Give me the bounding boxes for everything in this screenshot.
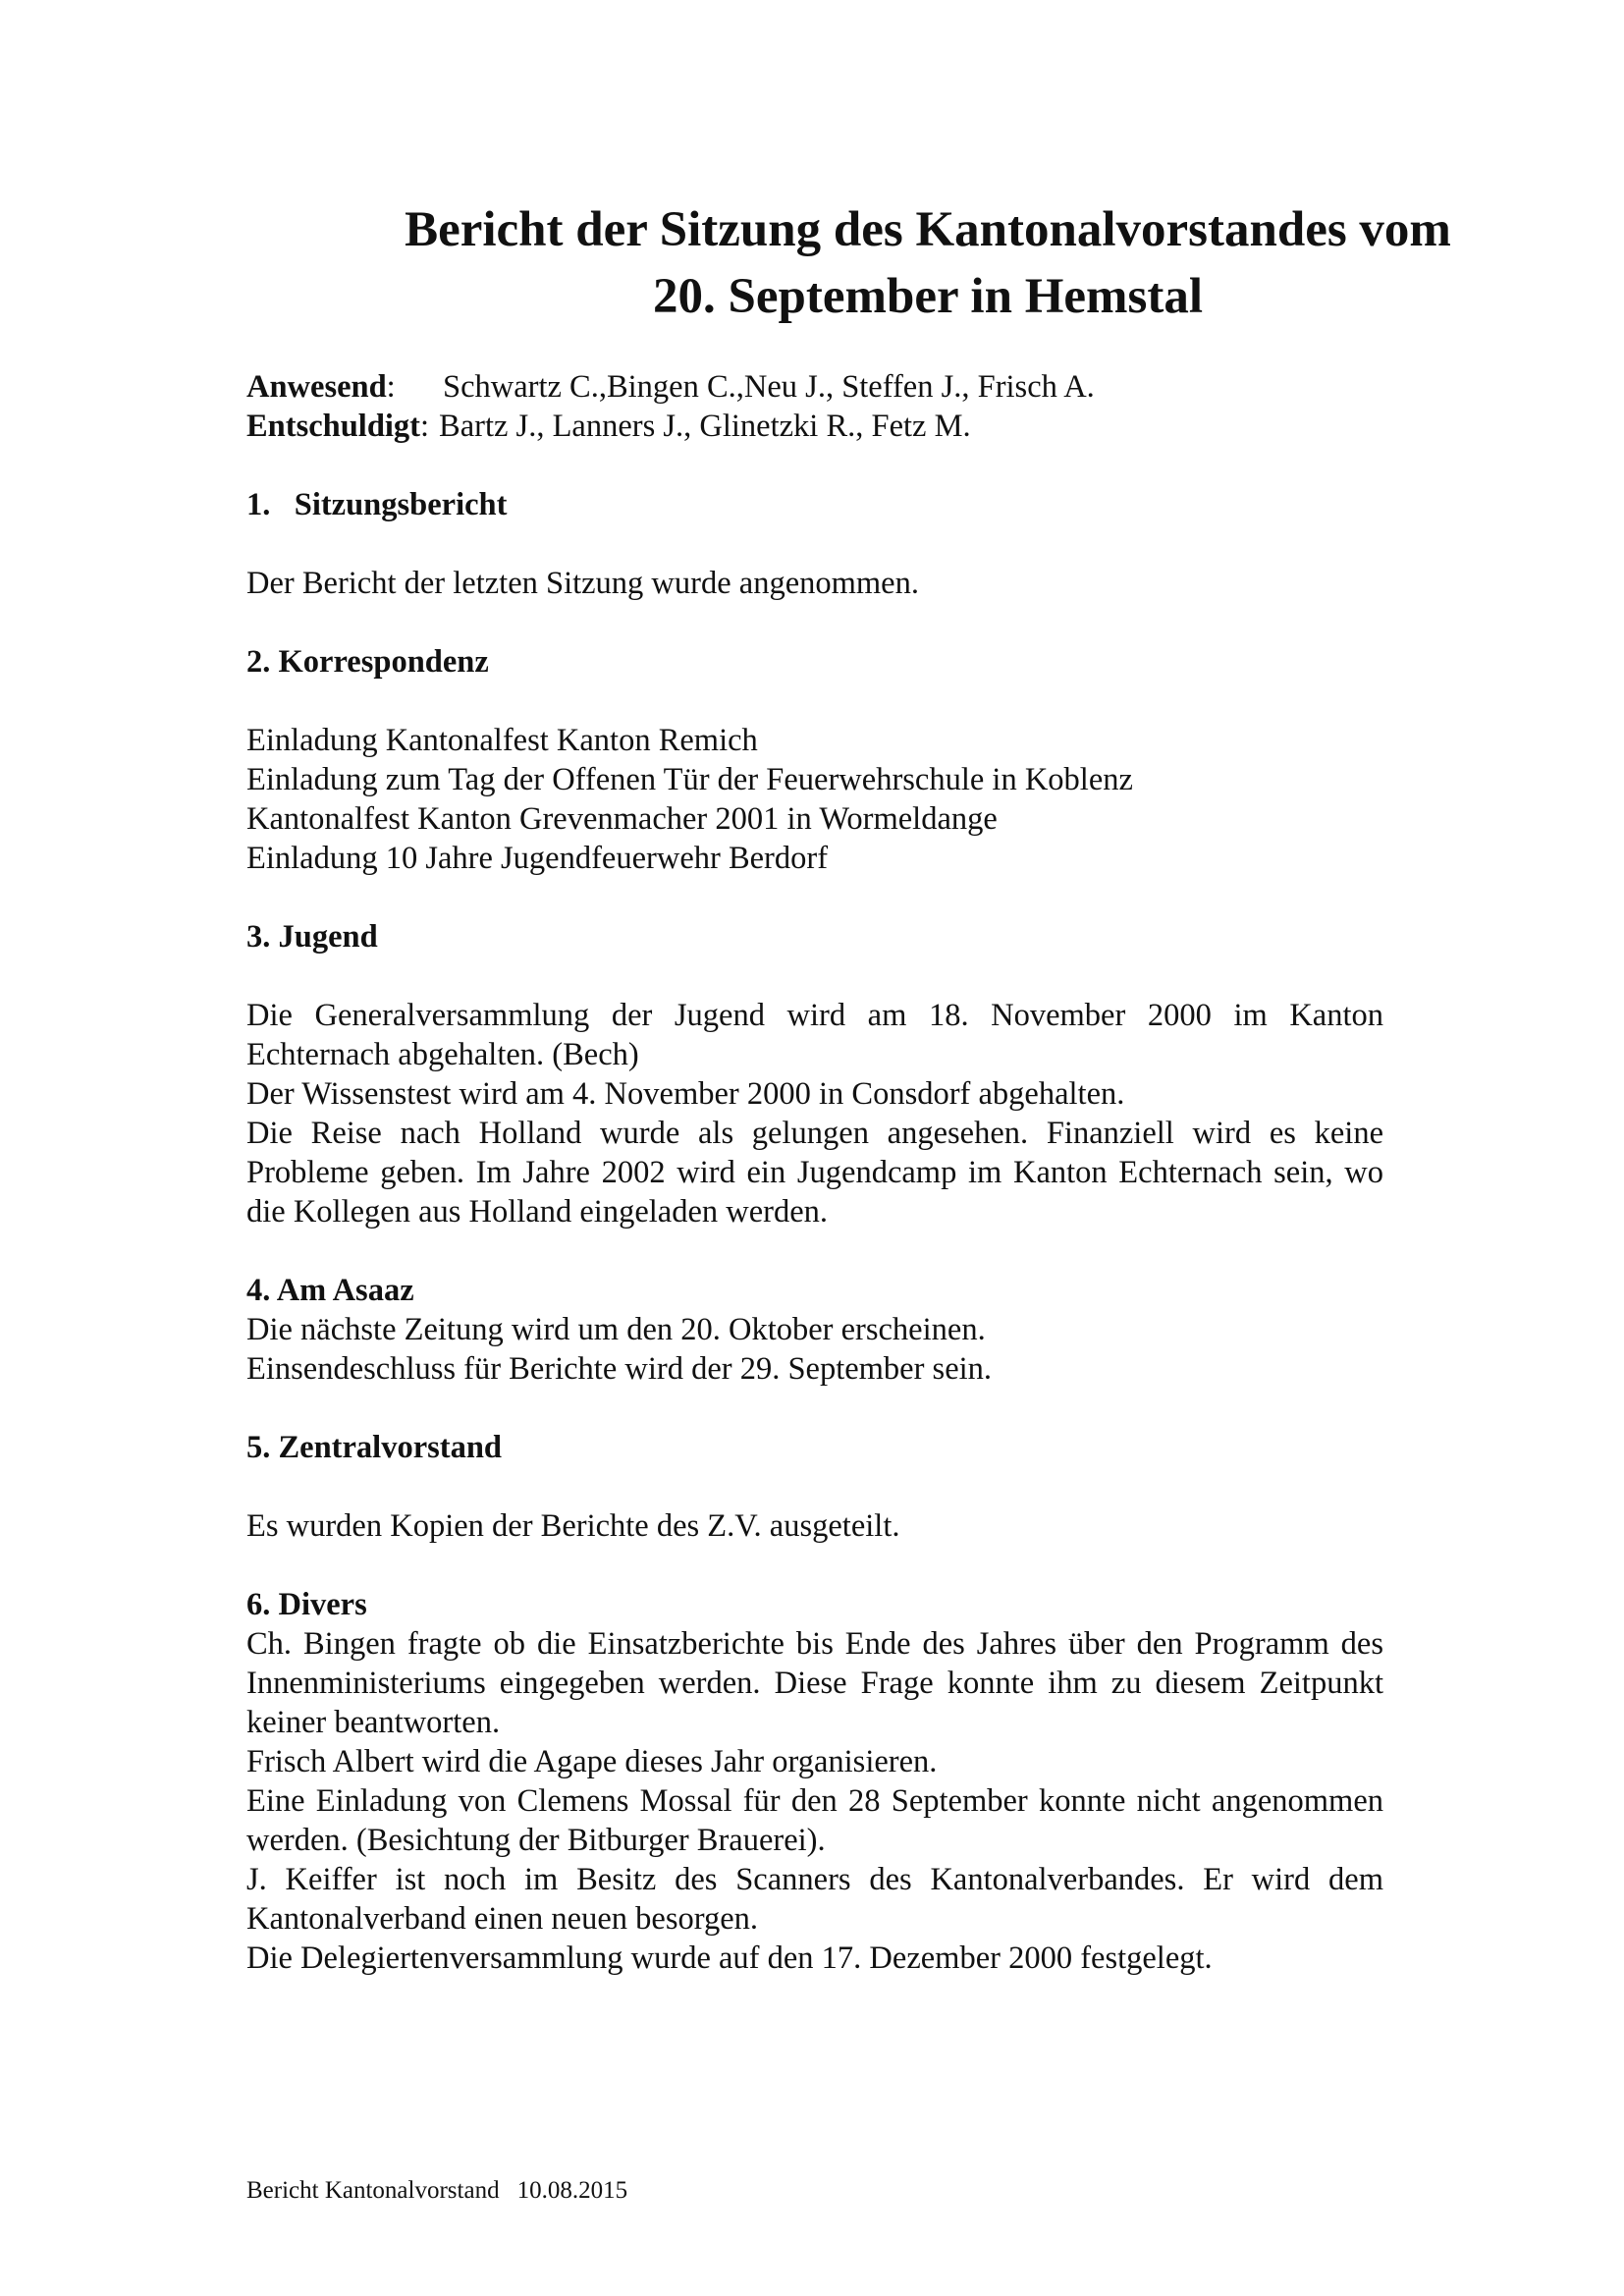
page-footer (246, 2176, 627, 2206)
section-heading-am-asaaz: 4. Am Asaaz (246, 1273, 414, 1308)
report-body (246, 367, 1383, 1978)
section-heading-zentralvorstand: 5. Zentralvorstand (246, 1430, 502, 1465)
divers-paragraph-4: J. Keiffer ist noch im Besitz des Scanners des Kantonalverbandes. Er wird dem Kantonalverband einen neuen besorgen. (246, 1862, 1383, 1937)
excused-names: Bartz J., Lanners J., Glinetzki R., Fetz M. (439, 409, 971, 444)
divers-paragraph-5: Die Delegiertenversammlung wurde auf den 17. Dezember 2000 festgelegt. (246, 1941, 1213, 1976)
section-heading-korrespondenz: 2. Korrespondenz (246, 644, 489, 680)
am-asaaz-line-2: Einsendeschluss für Berichte wird der 29. September sein. (246, 1351, 993, 1387)
excused-label: Entschuldigt (246, 409, 421, 444)
jugend-paragraph-1: Die Generalversammlung der Jugend wird am 18. November 2000 im Kanton Echternach abgehalten. (Bech) (246, 998, 1383, 1072)
title-line-2: 20. September in Hemstal (652, 269, 1203, 324)
excused-label-wrap: Entschuldigt: (246, 409, 430, 444)
section-heading-divers: 6. Divers (246, 1587, 367, 1622)
page-title (324, 196, 1532, 330)
divers-paragraph-1: Ch. Bingen fragte ob die Einsatzberichte bis Ende des Jahres über den Programm des Innenministeriums eingegeben werden. Diese Frage konnte ihm zu diesem Zeitpunkt keiner beantworten. (246, 1626, 1383, 1740)
present-label: Anwesend (246, 369, 387, 405)
korrespondenz-item: Einladung zum Tag der Offenen Tür der Feuerwehrschule in Koblenz (246, 762, 1133, 797)
section-heading-jugend: 3. Jugend (246, 919, 378, 955)
jugend-paragraph-3: Die Reise nach Holland wurde als gelungen angesehen. Finanziell wird es keine Probleme geben. Im Jahre 2002 wird ein Jugendcamp im Kanton Echternach sein, wo die Kollegen aus Holland eingeladen werden. (246, 1116, 1383, 1230)
zentralvorstand-text: Es wurden Kopien der Berichte des Z.V. ausgeteilt. (246, 1508, 900, 1544)
divers-paragraph-3: Eine Einladung von Clemens Mossal für den 28 September konnte nicht angenommen werden. (Besichtung der Bitburger Brauerei). (246, 1783, 1383, 1858)
section-heading-sitzungsbericht: 1. Sitzungsbericht (246, 487, 508, 522)
attendance-excused-row (246, 407, 1383, 446)
present-label-wrap: Anwesend: (246, 369, 396, 405)
attendance-present-row (246, 367, 1383, 407)
title-line-1: Bericht der Sitzung des Kantonalvorstandes vom (405, 202, 1451, 257)
jugend-paragraph-2: Der Wissenstest wird am 4. November 2000 in Consdorf abgehalten. (246, 1076, 1125, 1112)
divers-paragraph-2: Frisch Albert wird die Agape dieses Jahr organisieren. (246, 1744, 938, 1779)
footer-date: 10.08.2015 (516, 2177, 628, 2204)
footer-label: Bericht Kantonalvorstand (246, 2177, 500, 2204)
korrespondenz-item: Einladung 10 Jahre Jugendfeuerwehr Berdorf (246, 841, 829, 876)
present-names: Schwartz C.,Bingen C.,Neu J., Steffen J., Frisch A. (443, 369, 1095, 405)
sitzungsbericht-text: Der Bericht der letzten Sitzung wurde angenommen. (246, 566, 919, 601)
am-asaaz-line-1: Die nächste Zeitung wird um den 20. Oktober erscheinen. (246, 1312, 986, 1347)
korrespondenz-item: Kantonalfest Kanton Grevenmacher 2001 in Wormeldange (246, 801, 998, 837)
korrespondenz-item: Einladung Kantonalfest Kanton Remich (246, 723, 758, 758)
